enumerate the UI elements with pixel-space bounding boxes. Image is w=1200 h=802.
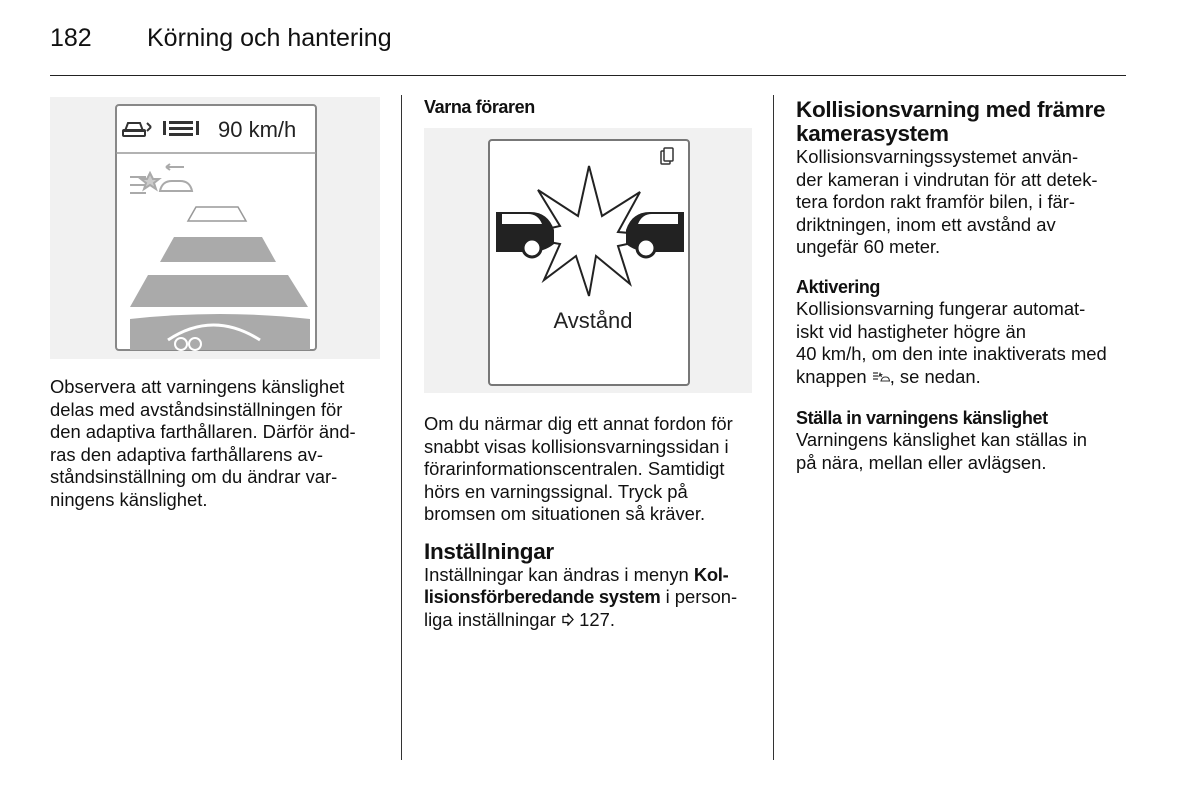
- settings-text: Inställningar kan ändras i menyn: [424, 563, 694, 585]
- column-divider-1: [401, 95, 402, 760]
- settings-line-1: [424, 564, 764, 587]
- section-heading-line-2: kamerasystem: [796, 121, 949, 146]
- col3-line: tera fordon rakt framför bilen, i fär-: [796, 191, 1076, 212]
- figure-collision-warning-panel: [424, 128, 752, 393]
- speed-readout: 90 km/h: [218, 117, 297, 142]
- col2-line: Om du närmar dig ett annat fordon för: [424, 413, 733, 434]
- col2-line: hörs en varningssignal. Tryck på: [424, 480, 688, 502]
- figure-distance-display-panel: [50, 97, 380, 359]
- col3-line: 40 km/h, om den inte inaktiverats med: [796, 343, 1107, 364]
- settings-line-2: [424, 586, 764, 609]
- menu-name-part-1: Kol-: [693, 563, 729, 585]
- col2-line: bromsen om situationen så kräver.: [424, 503, 706, 524]
- col1-line: ståndsinställning om du ändrar var-: [50, 466, 338, 487]
- activation-last-line: [796, 366, 1136, 389]
- settings-heading: Inställningar: [424, 538, 554, 564]
- steering-wheel-icon: [130, 314, 310, 350]
- column-2-text: [424, 413, 764, 632]
- col1-line: delas med avståndsinställningen för: [50, 398, 343, 420]
- settings-text: .: [609, 608, 615, 630]
- col3-line: Kollisionsvarningssystemet använ-: [796, 146, 1079, 167]
- col3-line: iskt vid hastigheter högre än: [796, 320, 1027, 342]
- col1-line: ras den adaptiva farthållarens av-: [50, 443, 323, 465]
- sensitivity-heading: Ställa in varningens känslighet: [796, 407, 1048, 428]
- column-divider-2: [773, 95, 774, 760]
- activation-text: , se nedan.: [889, 365, 981, 387]
- menu-name-part-2: lisionsförberedande system: [424, 586, 661, 607]
- col2-line: förarinformationscentralen. Samtidigt: [424, 458, 725, 479]
- chapter-title: Körning och hantering: [147, 24, 392, 52]
- col1-line: den adaptiva farthållaren. Därför änd-: [50, 421, 356, 442]
- column-1-text: [50, 376, 380, 511]
- warn-driver-heading: Varna föraren: [424, 97, 535, 117]
- col1-line: ningens känslighet.: [50, 488, 208, 510]
- settings-line-3: [424, 609, 764, 632]
- col1-line: Observera att varningens känslighet: [50, 376, 345, 397]
- activation-heading: Aktivering: [796, 276, 881, 297]
- col2-line: snabbt visas kollisionsvarningssidan i: [424, 435, 729, 457]
- column-2-heading-block: [424, 96, 764, 119]
- col3-line: ungefär 60 meter.: [796, 236, 941, 257]
- distance-label: Avstånd: [553, 308, 633, 333]
- column-3-text: [796, 98, 1136, 474]
- distance-display-illustration: [50, 97, 380, 359]
- section-heading-line-1: Kollisionsvarning med främre: [796, 97, 1106, 122]
- settings-text: liga inställningar: [424, 608, 561, 630]
- col3-line: Kollisionsvarning fungerar automat-: [796, 298, 1086, 319]
- page-reference-arrow-icon: [561, 609, 574, 632]
- activation-text: knappen: [796, 365, 872, 387]
- col3-line: på nära, mellan eller avlägsen.: [796, 451, 1047, 473]
- header-rule: [50, 75, 1126, 76]
- collision-alert-button-icon: [872, 366, 890, 389]
- page-reference[interactable]: 127: [579, 608, 610, 630]
- page-number: 182: [50, 24, 92, 52]
- settings-text: i person-: [660, 586, 738, 607]
- collision-warning-illustration: [424, 128, 752, 393]
- col3-line: der kameran i vindrutan för att detek-: [796, 168, 1098, 190]
- col3-line: Varningens känslighet kan ställas in: [796, 429, 1088, 451]
- col3-line: driktningen, inom ett avstånd av: [796, 213, 1056, 235]
